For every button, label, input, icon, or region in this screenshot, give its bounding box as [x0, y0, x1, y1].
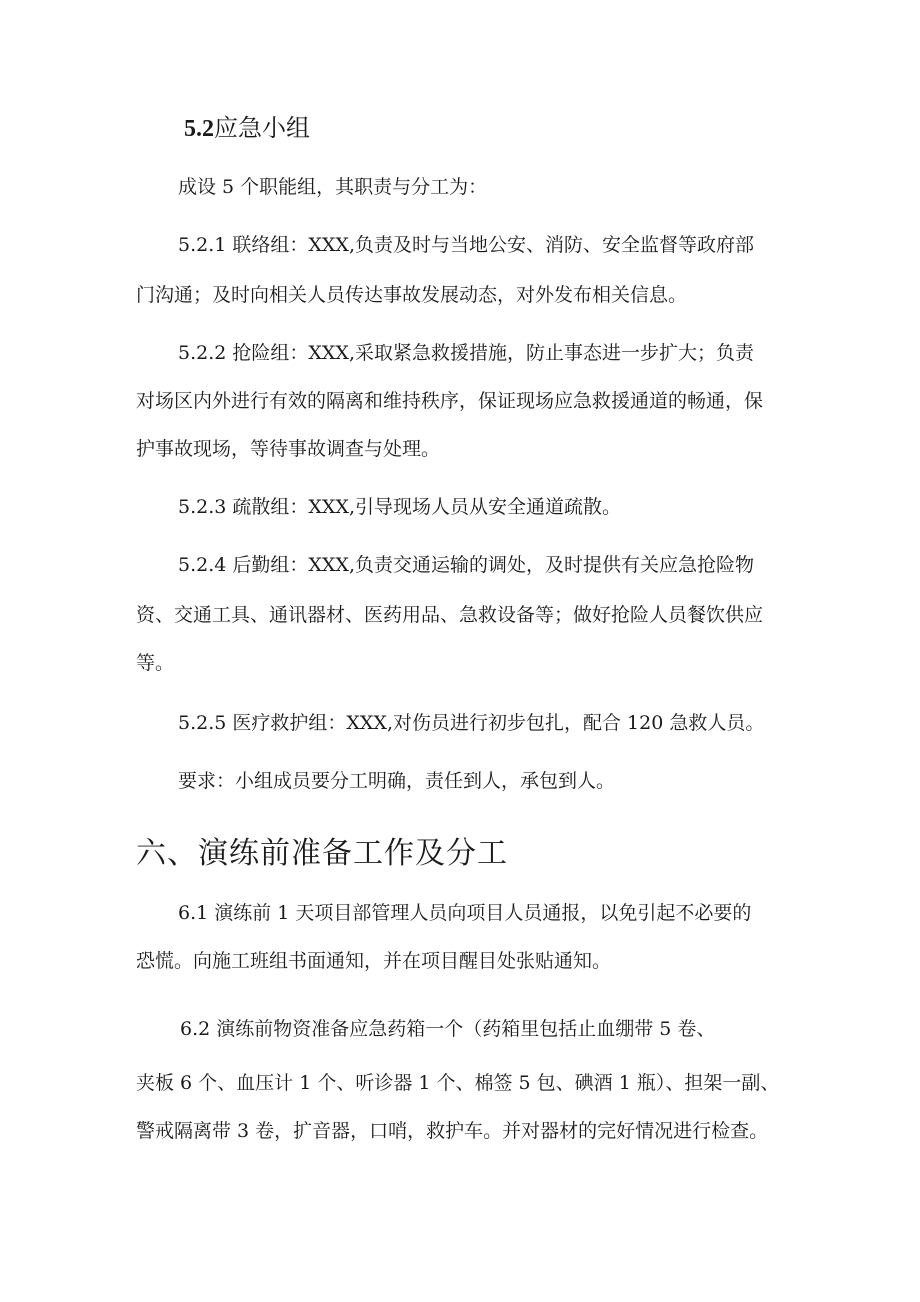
section-5-2-number: 5.2: [184, 116, 214, 142]
section-5-2-title: 应急小组: [214, 114, 310, 142]
group-5-line-1: 5.2.5 医疗救护组：XXX,对伤员进行初步包扎，配合 120 急救人员。: [178, 712, 765, 734]
item-6-2-line-1: 6.2 演练前物资准备应急药箱一个（药箱里包括止血绷带 5 卷、: [180, 1018, 716, 1040]
group-4-line-2: 资、交通工具、通讯器材、医药用品、急救设备等；做好抢险人员餐饮供应: [136, 604, 764, 626]
item-6-2-line-3: 警戒隔离带 3 卷，扩音器，口哨，救护车。并对器材的完好情况进行检查。: [136, 1120, 769, 1142]
section-6-heading: 六、演练前准备工作及分工: [136, 836, 508, 871]
group-4-line-1: 5.2.4 后勤组：XXX,负责交通运输的调处，及时提供有关应急抢险物: [178, 554, 755, 576]
group-2-line-2: 对场区内外进行有效的隔离和维持秩序，保证现场应急救援通道的畅通，保: [136, 390, 764, 412]
section-5-2-intro: 成设 5 个职能组，其职责与分工为：: [178, 176, 488, 198]
group-1-line-2: 门沟通；及时向相关人员传达事故发展动态，对外发布相关信息。: [136, 284, 688, 306]
group-2-line-1: 5.2.2 抢险组：XXX,采取紧急救援措施，防止事态进一步扩大；负责: [178, 342, 755, 364]
item-6-2-line-2: 夹板 6 个、血压计 1 个、听诊器 1 个、棉签 5 包、碘酒 1 瓶）、担架一副、: [136, 1072, 780, 1094]
group-2-line-3: 护事故现场，等待事故调查与处理。: [136, 438, 441, 460]
group-1-line-1: 5.2.1 联络组：XXX,负责及时与当地公安、消防、安全监督等政府部: [178, 234, 755, 256]
section-5-2-heading: [184, 112, 310, 145]
item-6-1-line-1: 6.1 演练前 1 天项目部管理人员向项目人员通报，以免引起不必要的: [178, 902, 752, 924]
group-3-line-1: 5.2.3 疏散组：XXX,引导现场人员从安全通道疏散。: [178, 496, 622, 518]
group-4-line-3: 等。: [136, 652, 175, 674]
requirement-text: 要求：小组成员要分工明确，责任到人，承包到人。: [178, 770, 616, 792]
item-6-1-line-2: 恐慌。向施工班组书面通知，并在项目醒目处张贴通知。: [136, 950, 612, 972]
